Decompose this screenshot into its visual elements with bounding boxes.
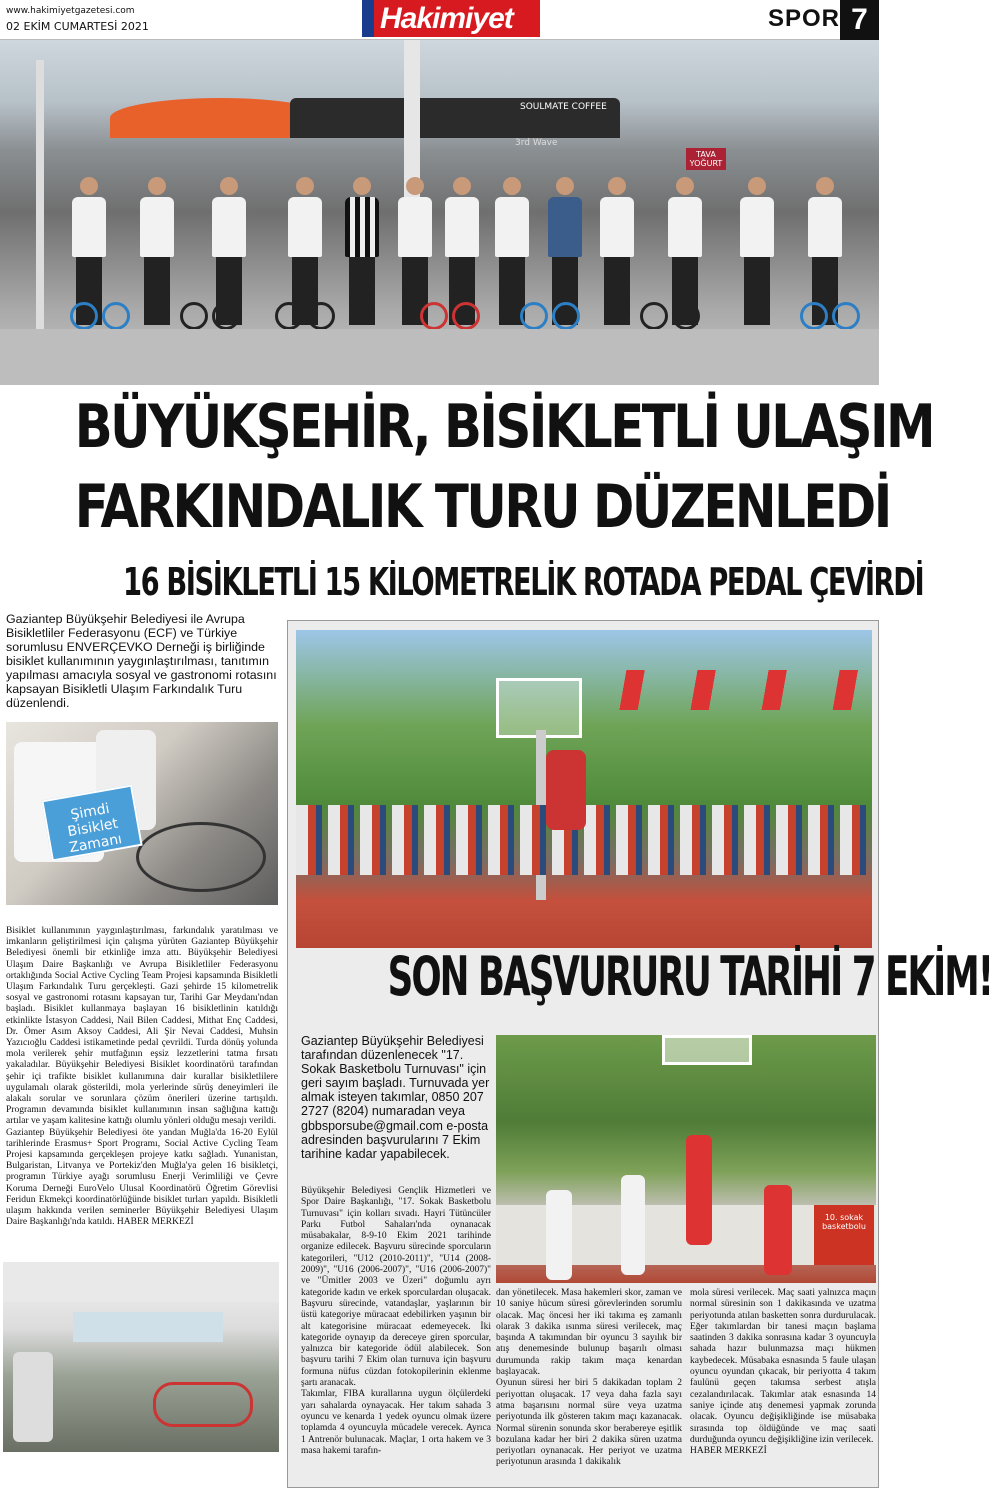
cyclist xyxy=(140,177,174,327)
bicycle-event-photo xyxy=(6,722,278,905)
station-sign xyxy=(73,1312,223,1342)
issue-date: 02 EKİM CUMARTESİ 2021 xyxy=(6,20,149,33)
logo-accent-bar xyxy=(362,0,374,37)
bicycle xyxy=(275,296,335,330)
bicycle xyxy=(70,296,130,330)
basketball-court-photo xyxy=(296,630,872,948)
event-banner: 10. sokak basketbolu xyxy=(814,1205,874,1265)
shop-sign-tava: TAVA YOĞURT xyxy=(686,148,726,170)
headline-line-2: FARKINDALIK TURU DÜZENLEDİ xyxy=(74,472,890,542)
person xyxy=(13,1352,53,1442)
bicycle-wheel xyxy=(136,822,266,892)
backboard xyxy=(662,1035,752,1065)
bike-station-photo xyxy=(3,1262,279,1452)
story2-column-1: Büyükşehir Belediyesi Gençlik Hizmetleri ve Spor Daire Başkanlığı, "17. Sokak Basketbolu Turnuvası" için kolları sıvadı. Hayri Tütüncüler Parkı Futbol Sahaları'nda oynanacak müsabakalar, 8-9-10 Ekim 2021 tarihinde organize edilecek. Başvuru sürecinde sporcuların kategorileri, "U12 (2010-2011)", "U14 (2008-2009)", "U16 (2006-2007)", "U16 (2006-2007)" ve "Ümitler 2003 ve Üzeri" doğumlu ayrı kategoride kadın ve erkek sporculardan oluşacak. Başvuru sürecinde, vatandaşlar, yaşlarının bir üstü kategoriye müracaat edebilirken yaşının bir alt kategorisine müracaat edemeyecek. İki kategoride oynayıp da dereceye giren sporcular, yalnızca bir kategoride ödül alabilecek. Son başvuru tarihi 7 Ekim olan turnuva için başvuru formuna nüfus cüzdan fotokopilerinin eklenme şartı aranacak. Takımlar, FIBA kurallarına uygun ölçülerdeki yarı sahalarda oynayacak. Her takım sahada 3 oyuncu ve kenarda 1 yedek oyuncu olmak üzere toplamda 4 oyuncuyla mücadele verecek. Ayrıca 1 Antrenör bulunacak. Maçlar, 1 orta hakem ve 3 masa hakemi tarafın- xyxy=(301,1186,491,1456)
headline-line-1: BÜYÜKŞEHİR, BİSİKLETLİ ULAŞIM xyxy=(74,392,934,462)
story1-lead: Gaziantep Büyükşehir Belediyesi ile Avrupa Bisikletliler Federasyonu (ECF) ve Türkiye sorumlusu ENVERÇEVKO Derneği iş birliğinde bisiklet kullanımının yaygınlaştırılması, tanıtımın yapılması amacıyla sosyal ve gastronomi rotasını kapsayan Bisikletli Ulaşım Farkındalık Turu düzenlendi. xyxy=(6,612,277,710)
subheadline: 16 BİSİKLETLİ 15 KİLOMETRELİK ROTADA PEDAL ÇEVİRDİ xyxy=(123,560,924,604)
red-bicycle xyxy=(153,1382,253,1427)
page-header xyxy=(0,0,879,40)
story2-column-3: mola süresi verilecek. Maç saati yalnızca maçın normal süresinin son 1 dakikasında ve uzatma periyotunda atılan basketten sonra durdurulacak. Eğer takımlardan bir tanesi maçın başlama saatinden 3 dakika sonrasına kadar 3 oyuncuyla sahada hazır bulunmazsa maçı hükmen kaybedecek. Müsabaka esnasında 5 faule ulaşan oyuncu oyundan çıkacak, bir periyotta 4 takım faulünü geçen takımsa serbest atışla cezalandırılacak. Takımlar atak esnasında 14 saniye içinde atış denemesi yapmak zorunda olacak. Oyuncu değişikliğinde ise müsabaka sırasında top öldüğünde ve maç saati durduğunda oyuncu değişikliğine izin verilecek. HABER MERKEZİ xyxy=(690,1288,876,1457)
player-white xyxy=(546,1190,572,1280)
player-white xyxy=(621,1175,645,1275)
bicycle xyxy=(180,296,240,330)
player-red xyxy=(686,1135,712,1245)
awning-sign-3rd-wave: 3rd Wave xyxy=(515,138,558,148)
road-surface xyxy=(0,329,879,385)
street-pole xyxy=(36,60,44,350)
section-name: SPOR xyxy=(768,5,841,32)
story2-lead: Gaziantep Büyükşehir Belediyesi tarafından düzenlenecek "17. Sokak Basketbolu Turnuvası" için geri sayım başladı. Turnuvada yer almak isteyen takımlar, 0850 207 2727 (8204) numaradan veya gbbsporsube@gmail.com e-posta adresinden başvurularını 7 Ekim tarihine kadar yapabilecek. xyxy=(301,1034,490,1161)
player-red xyxy=(764,1185,792,1275)
cyclist xyxy=(600,177,634,327)
cyclists-group-photo xyxy=(0,40,879,385)
bike-time-sign: Şimdi Bisiklet Zamanı xyxy=(41,784,142,861)
story2-headline: SON BAŞVURURU TARİHİ 7 EKİM! xyxy=(387,945,992,1008)
basketball-game-photo xyxy=(496,1035,876,1283)
backboard xyxy=(496,678,582,738)
story2-column-2: dan yönetilecek. Masa hakemleri skor, zaman ve 10 saniye hücum süresi görevlerinden sorumlu olacak. Maç öncesi her iki takıma eş zamanlı olarak 3 dakika ısınma süresi verilecek, maç başında A takımından bir oyuncu 3 sayılık bir atış denemesinde bulunup başarılı olması durumunda rakip takım maça kenardan başlayacak. Oyunun süresi her biri 5 dakikadan toplam 2 periyottan oluşacak. 17 veya daha fazla sayı atma başarısını normal süre veya uzatma periyotunda ilk gösteren takım maçı kazanacak. Normal sürenin sonunda skor berabereye eşitlik bozulana kadar her biri 2 dakika süren uzatma periyotları oynanacak. Her periyot ve uzatma periyotunun arasında 1 dakikalık xyxy=(496,1288,682,1468)
bicycle xyxy=(640,296,700,330)
page-number: 7 xyxy=(840,0,879,40)
flags xyxy=(596,670,876,710)
website-url[interactable]: www.hakimiyetgazetesi.com xyxy=(6,6,135,16)
canopy xyxy=(3,1262,279,1302)
bicycle xyxy=(520,296,580,330)
awning-sign-soulmate: SOULMATE COFFEE xyxy=(520,102,607,112)
story1-body: Bisiklet kullanımının yaygınlaştırılması, farkındalık yaratılması ve imkanların geliştirilmesi için çalışma yürüten Gaziantep Büyükşehir Belediyesi önemli bir etkinliğe imza attı. Büyükşehir Belediyesi Ulaşım Daire Başkanlığı ve Avrupa Bisikletliler Federasyonu ortaklığında Social Active Cycling Team Projesi kapsamında Bisikletli Ulaşım Farkındalık Turu gerçekleşti. Gazi şehirde 15 kilometrelik sosyal ve gastronomi rotasını kapsayan tur, Tarihi Gar Meydanı'ndan başladı. Bisiklet kullanmaya başlayan 16 bisikletlinin katıldığı etkinlikte İstasyon Caddesi, Nail Bilen Caddesi, Mithat Enç Caddesi, Dr. Ömer Asım Aksoy Caddesi, Ali Şir Nevai Caddesi, Muhsin Yazıcıoğlu Caddesi istikametinde pedal çevrildi. Turda dönüş yolunda mola verilerek şehir mutfağının eşsiz lezzetlerini tatma fırsatı yakaladılar. Büyükşehir Belediyesi Bisiklet koordinatörü tarafından şehir içi trafikte bisiklet kullanımına dair kurallar bisikletlilere uygulamalı olarak gösterildi, mola yerlerinde sürüş deneyimleri ile alakalı sorular ve sorunlara çözüm önerileri üzerine tartışıldı. Programın devamında bisiklet kullanımının insan sağlığına kattığı artılar ve yaşam kalitesine kattığı olumlu yönleri olduğu mesajı verildi. Gaziantep Büyükşehir Belediyesi öte yandan Muğla'da 16-20 Eylül tarihlerinde Erasmus+ Sport Programı, Social Active Cycling Team Projesi kapsamında gerçekleşen projeye katkı sağladı. Yunanistan, Bulgaristan, Litvanya ve Portekiz'den Muğla'ya gelen 16 bisikletçi, programın Türkiye ayağı sorumlusu Enerji Verimliliği ve Çevre Koruma Derneği EuroVelo Ulusal Koordinatörü Öğretim Görevlisi Feridun Ekmekçi koordinatörlüğünde bisiklet turları yapıldı. Bisikletli ulaşım hakkında verilen seminerler Büyükşehir Belediyesi Ulaşım Daire Başkanlığı'nda katıldı. HABER MERKEZİ xyxy=(6,926,278,1228)
logo-text: Hakimiyet xyxy=(380,1,513,35)
referee xyxy=(345,177,379,327)
jumping-player xyxy=(546,750,586,830)
bicycle xyxy=(800,296,860,330)
newspaper-logo[interactable] xyxy=(362,0,540,37)
bicycle xyxy=(420,296,480,330)
cyclist xyxy=(740,177,774,327)
